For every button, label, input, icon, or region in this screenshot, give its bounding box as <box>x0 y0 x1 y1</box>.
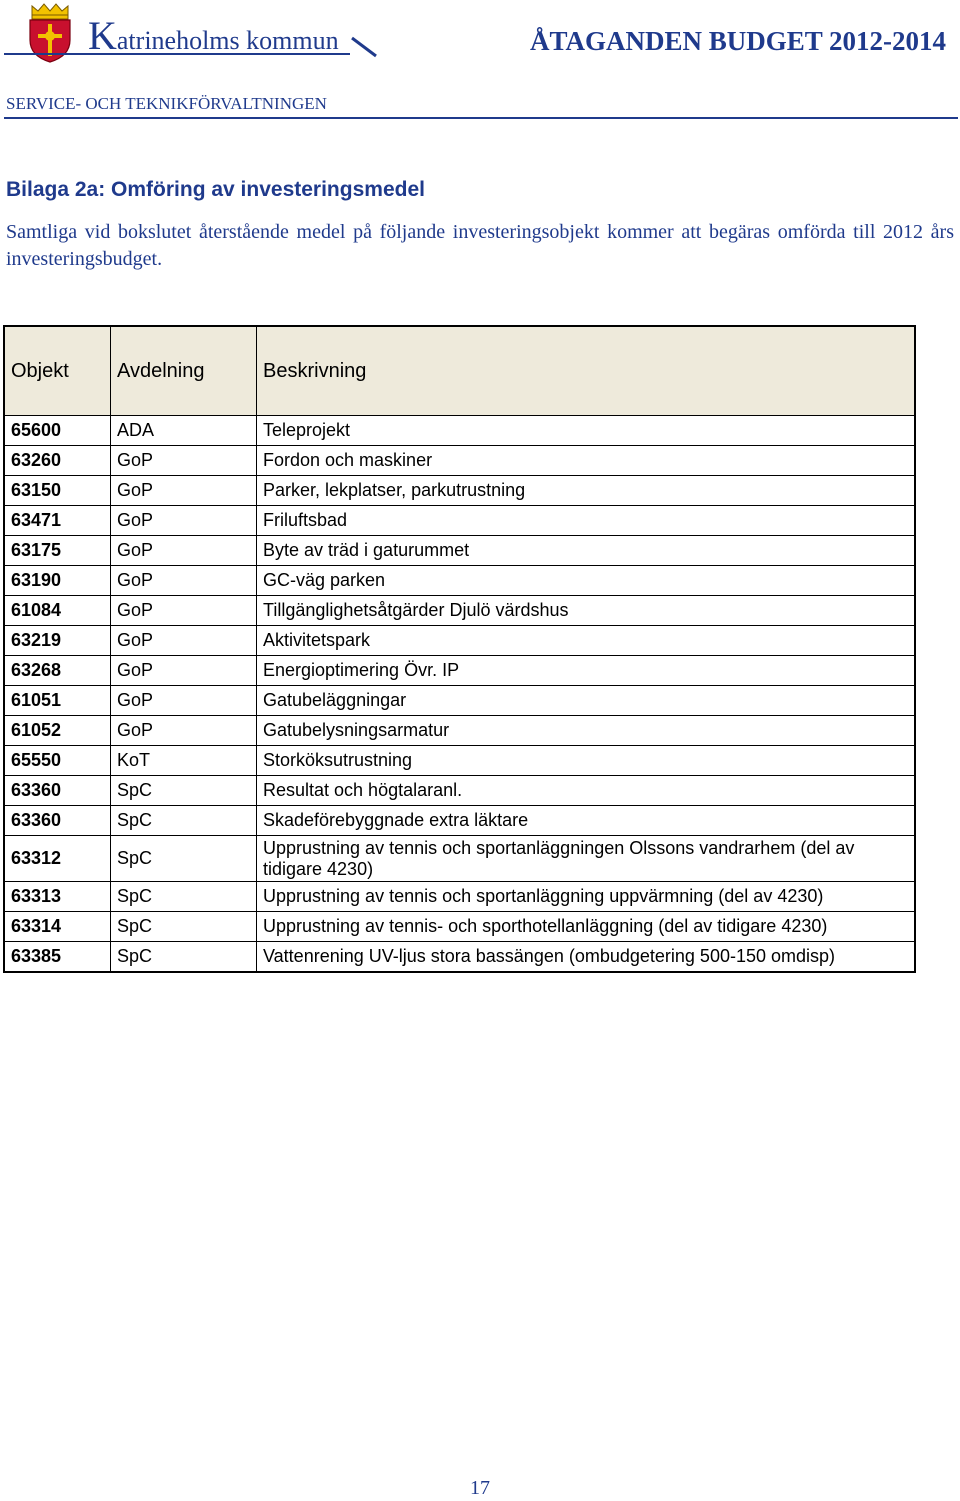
cell-avdelning: GoP <box>111 566 257 596</box>
table-row <box>4 536 915 566</box>
cell-objekt: 63313 <box>4 882 111 912</box>
cell-objekt: 63219 <box>4 626 111 656</box>
department-name: SERVICE- OCH TEKNIKFÖRVALTNINGEN <box>6 94 327 113</box>
cell-objekt: 65600 <box>4 416 111 446</box>
table-row <box>4 912 915 942</box>
cell-avdelning: ADA <box>111 416 257 446</box>
cell-avdelning: KoT <box>111 746 257 776</box>
cell-objekt: 61051 <box>4 686 111 716</box>
cell-objekt: 63360 <box>4 806 111 836</box>
cell-avdelning: GoP <box>111 656 257 686</box>
cell-beskrivning: Byte av träd i gaturummet <box>257 536 916 566</box>
table-row <box>4 882 915 912</box>
column-header-objekt: Objekt <box>4 326 111 416</box>
table-row <box>4 806 915 836</box>
cell-avdelning: SpC <box>111 806 257 836</box>
cell-beskrivning: Parker, lekplatser, parkutrustning <box>257 476 916 506</box>
cell-beskrivning: Aktivitetspark <box>257 626 916 656</box>
cell-avdelning: SpC <box>111 942 257 973</box>
cell-objekt: 63471 <box>4 506 111 536</box>
cell-objekt: 61084 <box>4 596 111 626</box>
column-header-avdelning: Avdelning <box>111 326 257 416</box>
cell-beskrivning: Gatubeläggningar <box>257 686 916 716</box>
cell-beskrivning: Teleprojekt <box>257 416 916 446</box>
cell-avdelning: GoP <box>111 476 257 506</box>
cell-avdelning: GoP <box>111 716 257 746</box>
table-row <box>4 836 915 882</box>
table-row <box>4 446 915 476</box>
organization-name <box>88 12 339 59</box>
municipal-crest-icon <box>26 2 74 64</box>
table-row <box>4 626 915 656</box>
header-divider <box>4 117 958 119</box>
table-header-row <box>4 326 915 416</box>
investment-table <box>3 325 916 973</box>
cell-beskrivning: Friluftsbad <box>257 506 916 536</box>
column-header-beskrivning: Beskrivning <box>257 326 916 416</box>
cell-beskrivning: Upprustning av tennis och sportanläggning uppvärmning (del av 4230) <box>257 882 916 912</box>
cell-objekt: 63268 <box>4 656 111 686</box>
cell-avdelning: SpC <box>111 836 257 882</box>
document-title: ÅTAGANDEN BUDGET 2012-2014 <box>529 26 946 56</box>
org-name-rest: atrineholms kommun <box>116 26 339 55</box>
table-row <box>4 656 915 686</box>
cell-avdelning: SpC <box>111 882 257 912</box>
cell-objekt: 63190 <box>4 566 111 596</box>
table-row <box>4 716 915 746</box>
section-heading: Bilaga 2a: Omföring av investeringsmedel <box>6 178 425 201</box>
cell-objekt: 63150 <box>4 476 111 506</box>
cell-beskrivning: Energioptimering Övr. IP <box>257 656 916 686</box>
cell-objekt: 63385 <box>4 942 111 973</box>
cell-objekt: 63175 <box>4 536 111 566</box>
cell-beskrivning: Fordon och maskiner <box>257 446 916 476</box>
cell-beskrivning: Storköksutrustning <box>257 746 916 776</box>
page-number: 17 <box>470 1477 490 1499</box>
table-body <box>4 416 915 973</box>
table-row <box>4 942 915 973</box>
cell-beskrivning: Gatubelysningsarmatur <box>257 716 916 746</box>
cell-objekt: 63314 <box>4 912 111 942</box>
cell-avdelning: SpC <box>111 776 257 806</box>
table-row <box>4 416 915 446</box>
cell-objekt: 63360 <box>4 776 111 806</box>
table-row <box>4 566 915 596</box>
table-row <box>4 686 915 716</box>
cell-avdelning: GoP <box>111 536 257 566</box>
intro-paragraph: Samtliga vid bokslutet återstående medel på följande investeringsobjekt kommer att begäras omförda till 2012 års investeringsbudget. <box>6 221 954 270</box>
table-row <box>4 776 915 806</box>
cell-avdelning: GoP <box>111 626 257 656</box>
cell-objekt: 61052 <box>4 716 111 746</box>
table-row <box>4 596 915 626</box>
table-row <box>4 476 915 506</box>
cell-avdelning: GoP <box>111 596 257 626</box>
cell-beskrivning: GC-väg parken <box>257 566 916 596</box>
cell-beskrivning: Upprustning av tennis och sportanläggningen Olssons vandrarhem (del av tidigare 4230) <box>257 836 916 882</box>
cell-avdelning: GoP <box>111 446 257 476</box>
cell-objekt: 65550 <box>4 746 111 776</box>
cell-beskrivning: Skadeförebyggnade extra läktare <box>257 806 916 836</box>
cell-avdelning: GoP <box>111 686 257 716</box>
table-row <box>4 746 915 776</box>
cell-beskrivning: Vattenrening UV-ljus stora bassängen (ombudgetering 500-150 omdisp) <box>257 942 916 973</box>
table-row <box>4 506 915 536</box>
org-name-initial: K <box>88 13 117 58</box>
cell-beskrivning: Resultat och högtalaranl. <box>257 776 916 806</box>
cell-objekt: 63260 <box>4 446 111 476</box>
cell-objekt: 63312 <box>4 836 111 882</box>
cell-avdelning: GoP <box>111 506 257 536</box>
cell-beskrivning: Tillgänglighetsåtgärder Djulö värdshus <box>257 596 916 626</box>
cell-beskrivning: Upprustning av tennis- och sporthotellanläggning (del av tidigare 4230) <box>257 912 916 942</box>
cell-avdelning: SpC <box>111 912 257 942</box>
